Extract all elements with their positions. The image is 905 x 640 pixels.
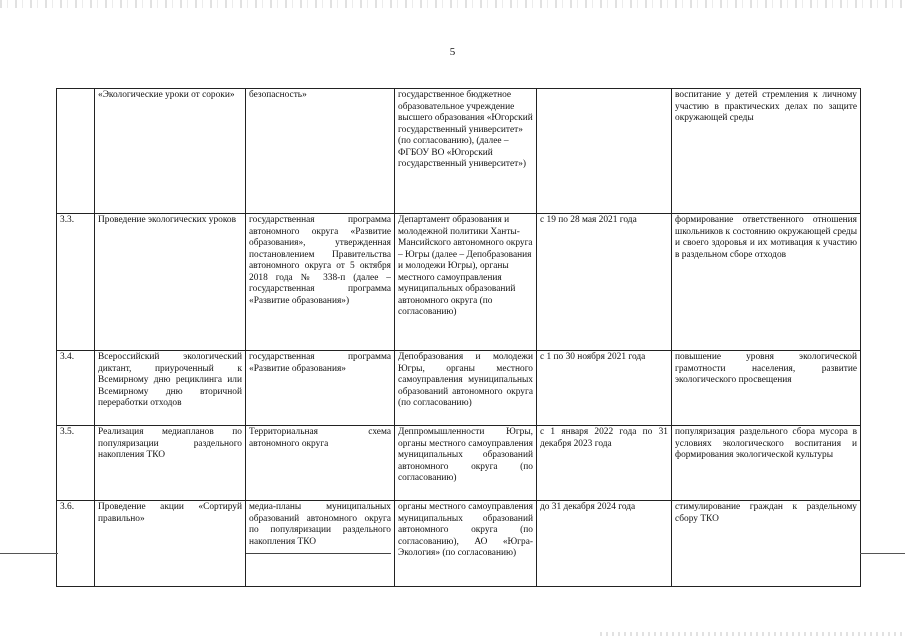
basis-cell: Территориальная схема автономного округа — [246, 426, 395, 501]
result-cell: повышение уровня экологической грамотности населения, развитие экологического просвещения — [672, 351, 861, 426]
row-number-cell: 3.4. — [57, 351, 95, 426]
event-name-cell: Проведение экологических уроков — [95, 214, 246, 351]
result-cell: формирование ответственного отношения школьников к состоянию окружающей среды и своего здоровья и их мотивация к участию в раздельном сборе отходов — [672, 214, 861, 351]
row-number-cell: 3.3. — [57, 214, 95, 351]
event-name-cell: Реализация медиапланов по популяризации раздельного накопления ТКО — [95, 426, 246, 501]
basis-cell: государственная программа «Развитие образования» — [246, 351, 395, 426]
dates-cell: с 19 по 28 мая 2021 года — [537, 214, 672, 351]
executors-cell: органы местного самоуправления муниципальных образований автономного округа (по согласованию), АО «Югра-Экология» (по согласованию) — [395, 501, 537, 587]
executors-cell: Департамент образования и молодежной политики Ханты-Мансийского автономного округа – Югры (далее – Депобразования и молодежи Югры), органы местного самоуправления муниципальных образований автономного округа (по согласованию) — [395, 214, 537, 351]
dates-cell: до 31 декабря 2024 года — [537, 501, 672, 587]
table-row — [57, 89, 861, 214]
scan-line-right — [860, 553, 905, 554]
result-cell: популяризация раздельного сбора мусора в условиях экологического воспитания и формирования экологической культуры — [672, 426, 861, 501]
event-name-cell: «Экологические уроки от сороки» — [95, 89, 246, 214]
basis-cell: безопасность» — [246, 89, 395, 214]
row-number-cell — [57, 89, 95, 214]
scan-noise-top — [0, 0, 905, 8]
scan-line-middle — [246, 553, 391, 554]
measures-table — [56, 88, 861, 587]
dates-cell — [537, 89, 672, 214]
table-row — [57, 351, 861, 426]
row-number-cell: 3.5. — [57, 426, 95, 501]
dates-cell: с 1 по 30 ноября 2021 года — [537, 351, 672, 426]
row-number-cell: 3.6. — [57, 501, 95, 587]
result-cell: стимулирование граждан к раздельному сбору ТКО — [672, 501, 861, 587]
result-cell: воспитание у детей стремления к личному участию в практических делах по защите окружающей среды — [672, 89, 861, 214]
dates-cell: с 1 января 2022 года по 31 декабря 2023 года — [537, 426, 672, 501]
event-name-cell: Проведение акции «Сортируй правильно» — [95, 501, 246, 587]
executors-cell: Депобразования и молодежи Югры, органы местного самоуправления муниципальных образований автономного округа (по согласованию) — [395, 351, 537, 426]
page-number: 5 — [449, 46, 456, 58]
basis-cell: медиа-планы муниципальных образований автономного округа по популяризации раздельного накопления ТКО — [246, 501, 395, 587]
table-row — [57, 501, 861, 587]
table-row — [57, 214, 861, 351]
executors-cell: Деппромышленности Югры, органы местного самоуправления муниципальных образований автономного округа (по согласованию) — [395, 426, 537, 501]
table-row — [57, 426, 861, 501]
basis-cell: государственная программа автономного округа «Развитие образования», утвержденная постановлением Правительства автономного округа от 5 октября 2018 года № 338-п (далее – государственная программа «Развитие образования») — [246, 214, 395, 351]
event-name-cell: Всероссийский экологический диктант, приуроченный к Всемирному дню рециклинга или Всемирному дню вторичной переработки отходов — [95, 351, 246, 426]
scan-line-left — [0, 553, 58, 554]
scan-noise-bottom — [600, 632, 905, 636]
executors-cell: государственное бюджетное образовательное учреждение высшего образования «Югорский государственный университет» (по согласованию), (далее – ФГБОУ ВО «Югорский государственный университет») — [395, 89, 537, 214]
